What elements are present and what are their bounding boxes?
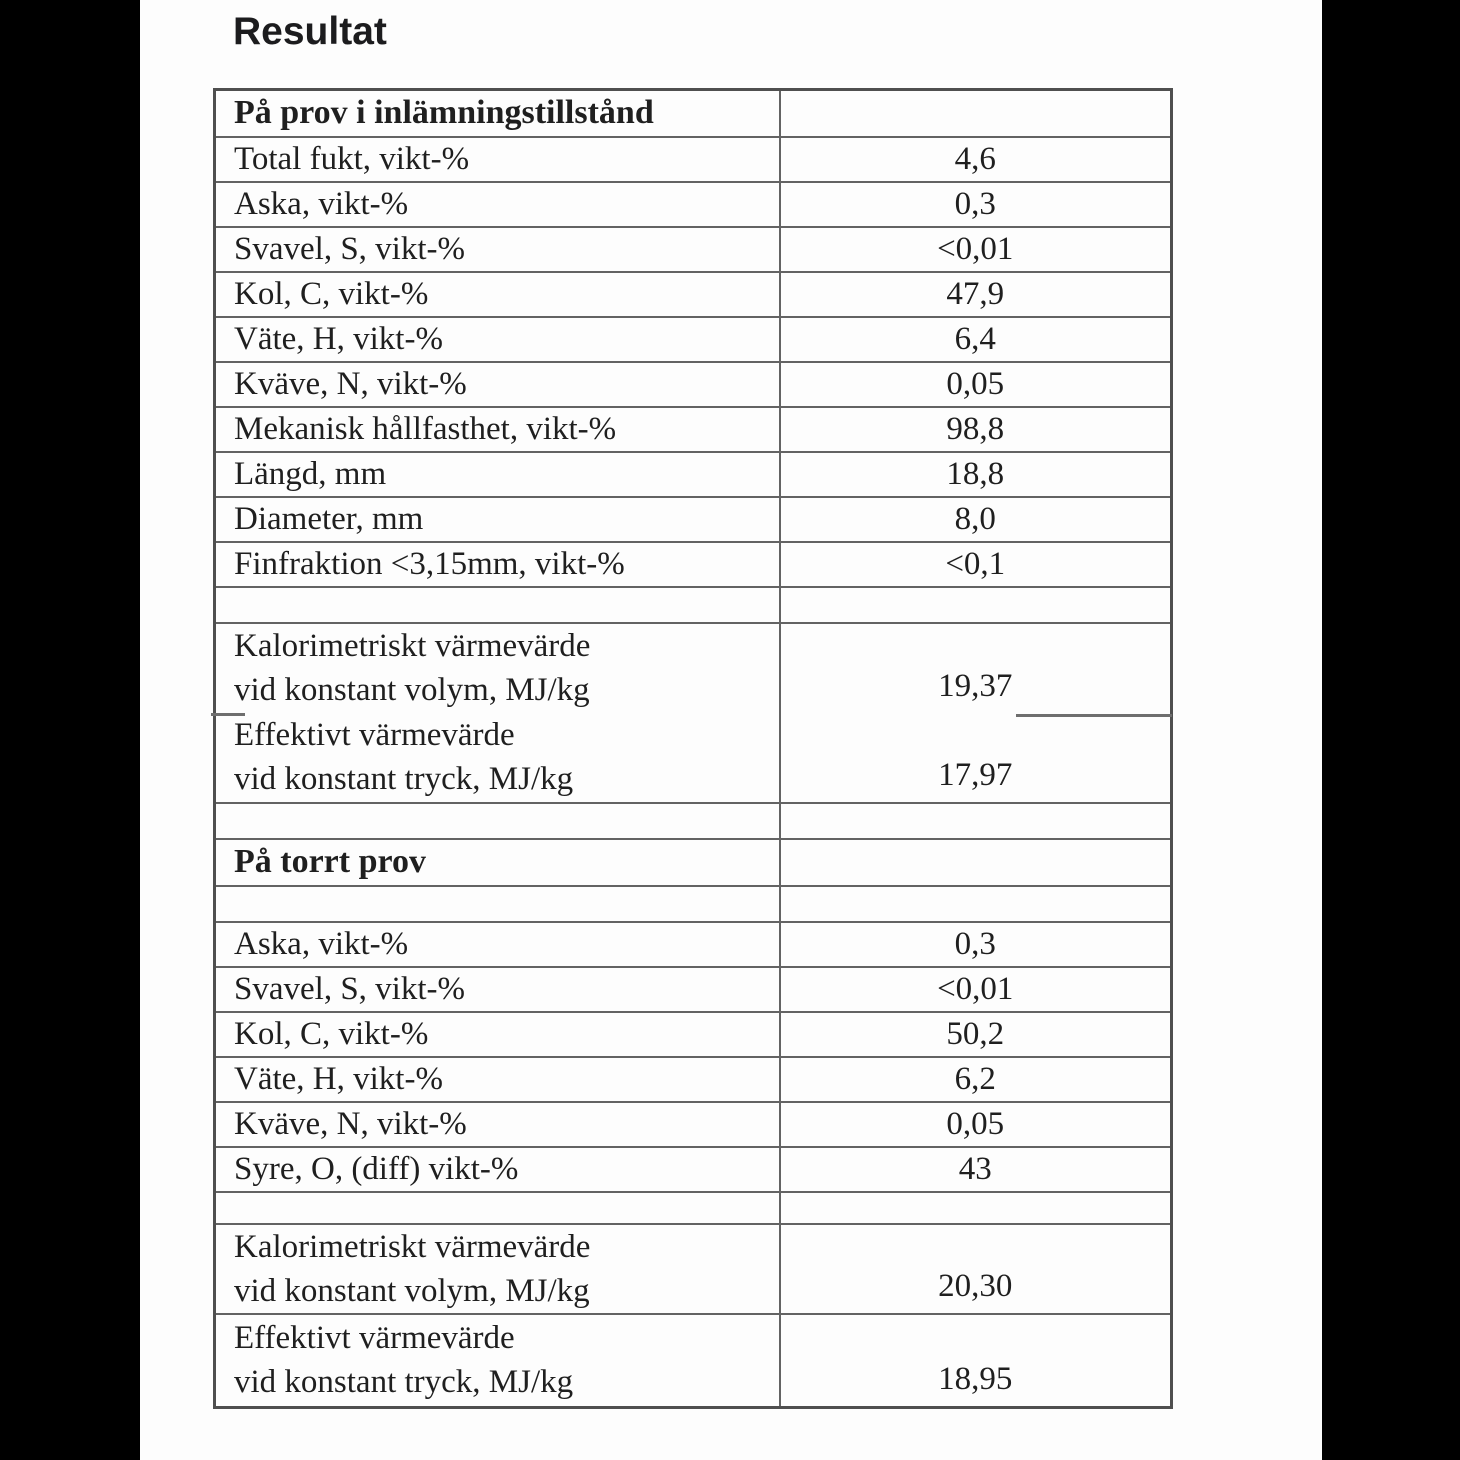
table-row bbox=[215, 542, 1172, 587]
row-label-cell bbox=[215, 1192, 780, 1224]
row-label-cell: Diameter, mm bbox=[215, 497, 780, 542]
row-value-cell: 0,05 bbox=[780, 362, 1172, 407]
row-label-line: vid konstant volym, MJ/kg bbox=[234, 1272, 590, 1309]
table-row bbox=[215, 137, 1172, 182]
table-row bbox=[215, 362, 1172, 407]
row-label-cell bbox=[215, 713, 780, 803]
row-label-cell bbox=[215, 1224, 780, 1314]
table-row bbox=[215, 182, 1172, 227]
row-label-cell bbox=[215, 803, 780, 839]
row-label-cell: Svavel, S, vikt-% bbox=[215, 967, 780, 1012]
section-header-row bbox=[215, 90, 1172, 137]
row-label-cell bbox=[215, 886, 780, 922]
row-value-cell bbox=[780, 803, 1172, 839]
row-label-cell: På torrt prov bbox=[215, 839, 780, 886]
row-label-cell: Aska, vikt-% bbox=[215, 922, 780, 967]
table-row bbox=[215, 1147, 1172, 1192]
row-value-cell: 18,8 bbox=[780, 452, 1172, 497]
row-value-cell: 0,3 bbox=[780, 182, 1172, 227]
table-row bbox=[215, 407, 1172, 452]
row-value-cell: 0,3 bbox=[780, 922, 1172, 967]
spacer-row bbox=[215, 1192, 1172, 1224]
row-label-cell: Kol, C, vikt-% bbox=[215, 272, 780, 317]
row-value-cell: 98,8 bbox=[780, 407, 1172, 452]
scan-artifact-line-left bbox=[211, 713, 245, 716]
row-value-cell bbox=[780, 886, 1172, 922]
row-label-cell bbox=[215, 1314, 780, 1408]
row-label-cell: Längd, mm bbox=[215, 452, 780, 497]
letterbox-right bbox=[1322, 0, 1460, 1460]
row-label-cell: Kol, C, vikt-% bbox=[215, 1012, 780, 1057]
row-value-cell bbox=[780, 839, 1172, 886]
results-table-body bbox=[215, 90, 1172, 1408]
row-label-cell: Kväve, N, vikt-% bbox=[215, 1102, 780, 1147]
table-row bbox=[215, 272, 1172, 317]
table-row bbox=[215, 497, 1172, 542]
row-label-cell: Kväve, N, vikt-% bbox=[215, 362, 780, 407]
row-label-line: Kalorimetriskt värmevärde bbox=[234, 1228, 591, 1265]
row-value-cell: <0,1 bbox=[780, 542, 1172, 587]
spacer-row bbox=[215, 803, 1172, 839]
row-value-cell: 8,0 bbox=[780, 497, 1172, 542]
row-value-cell: <0,01 bbox=[780, 967, 1172, 1012]
row-label-line: Effektivt värmevärde bbox=[234, 1320, 515, 1357]
table-row bbox=[215, 452, 1172, 497]
scan-artifact-line-right bbox=[1016, 714, 1172, 717]
row-value-cell: 0,05 bbox=[780, 1102, 1172, 1147]
table-row bbox=[215, 1314, 1172, 1408]
table-row bbox=[215, 1057, 1172, 1102]
row-value-cell bbox=[780, 587, 1172, 623]
table-row bbox=[215, 1012, 1172, 1057]
results-table bbox=[213, 88, 1173, 1409]
table-row bbox=[215, 922, 1172, 967]
row-label-line: vid konstant tryck, MJ/kg bbox=[234, 761, 574, 797]
row-value-cell: 19,37 bbox=[780, 623, 1172, 713]
row-value-cell: 50,2 bbox=[780, 1012, 1172, 1057]
letterbox-left bbox=[0, 0, 140, 1460]
row-value-cell: 43 bbox=[780, 1147, 1172, 1192]
row-label-line: vid konstant tryck, MJ/kg bbox=[234, 1364, 574, 1401]
row-label-line: Kalorimetriskt värmevärde bbox=[234, 628, 591, 664]
table-row bbox=[215, 1102, 1172, 1147]
row-label-cell: Syre, O, (diff) vikt-% bbox=[215, 1147, 780, 1192]
row-label-cell: Svavel, S, vikt-% bbox=[215, 227, 780, 272]
row-value-cell: <0,01 bbox=[780, 227, 1172, 272]
row-label-cell: Mekanisk hållfasthet, vikt-% bbox=[215, 407, 780, 452]
spacer-row bbox=[215, 587, 1172, 623]
table-row bbox=[215, 317, 1172, 362]
section-header-row bbox=[215, 839, 1172, 886]
row-label-cell: Väte, H, vikt-% bbox=[215, 1057, 780, 1102]
row-value-cell bbox=[780, 1192, 1172, 1224]
row-label-cell: Väte, H, vikt-% bbox=[215, 317, 780, 362]
spacer-row bbox=[215, 886, 1172, 922]
row-value-cell: 6,2 bbox=[780, 1057, 1172, 1102]
row-label-line: Effektivt värmevärde bbox=[234, 717, 515, 753]
row-value-cell: 4,6 bbox=[780, 137, 1172, 182]
row-label-line: vid konstant volym, MJ/kg bbox=[234, 672, 590, 708]
table-row bbox=[215, 623, 1172, 713]
row-label-cell bbox=[215, 587, 780, 623]
row-value-cell: 17,97 bbox=[780, 713, 1172, 803]
table-row bbox=[215, 713, 1172, 803]
row-value-cell: 20,30 bbox=[780, 1224, 1172, 1314]
table-row bbox=[215, 1224, 1172, 1314]
row-label-cell: Total fukt, vikt-% bbox=[215, 137, 780, 182]
row-value-cell: 6,4 bbox=[780, 317, 1172, 362]
table-row bbox=[215, 967, 1172, 1012]
results-table-wrap bbox=[213, 88, 1170, 1409]
row-value-cell: 18,95 bbox=[780, 1314, 1172, 1408]
table-row bbox=[215, 227, 1172, 272]
row-label-cell: Aska, vikt-% bbox=[215, 182, 780, 227]
row-value-cell: 47,9 bbox=[780, 272, 1172, 317]
row-label-cell: På prov i inlämningstillstånd bbox=[215, 90, 780, 137]
row-label-cell bbox=[215, 623, 780, 713]
row-value-cell bbox=[780, 90, 1172, 137]
page-title: Resultat bbox=[233, 10, 387, 53]
row-label-cell: Finfraktion <3,15mm, vikt-% bbox=[215, 542, 780, 587]
